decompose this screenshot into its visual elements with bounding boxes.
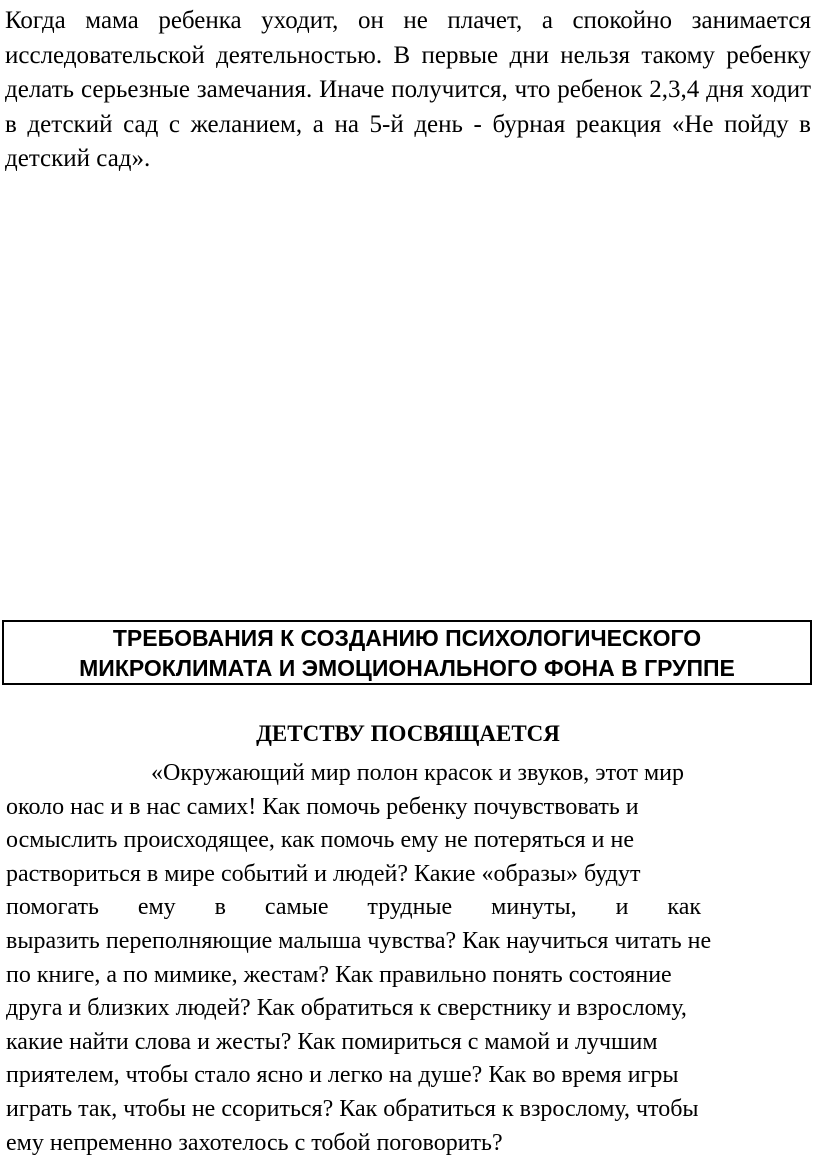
body-line: около нас и в нас самих! Как помочь ребенку почувствовать и (6, 793, 639, 820)
body-line: приятелем, чтобы стало ясно и легко на душе? Как во время игры (6, 1062, 679, 1089)
body-line: ему непременно захотелось с тобой поговорить? (6, 1129, 503, 1156)
section-title-box (2, 620, 812, 685)
body-line: играть так, чтобы не ссориться? Как обратиться к взрослому, чтобы (6, 1095, 699, 1122)
body-line: «Окружающий мир полон красок и звуков, этот мир (151, 760, 684, 786)
subheading: ДЕТСТВУ ПОСВЯЩАЕТСЯ (256, 721, 560, 746)
intro-paragraph: Когда мама ребенка уходит, он не плачет, а спокойно занимается исследовательской деятельностью. В первые дни нельзя такому ребенку делать серьезные замечания. Иначе получится, что ребенок 2,3,4 дня ходит в детский сад с желанием, а на 5-й день - бурная реакция «Не пойду в детский сад». (5, 7, 811, 172)
body-line: по книге, а по мимике, жестам? Как правильно понять состояние (6, 961, 672, 988)
body-paragraph (6, 757, 808, 1160)
section-title-line-2: МИКРОКЛИМАТА И ЭМОЦИОНАЛЬНОГО ФОНА В ГРУППЕ (79, 654, 735, 681)
section-title-line-1: ТРЕБОВАНИЯ К СОЗДАНИЮ ПСИХОЛОГИЧЕСКОГО (112, 624, 702, 651)
body-line: друга и близких людей? Как обратиться к сверстнику и взрослому, (6, 995, 687, 1022)
body-line: выразить переполняющие малыша чувства? Как научиться читать не (6, 927, 712, 954)
body-line: помогать ему в самые трудные минуты, и как (6, 894, 701, 921)
body-line: осмыслить происходящее, как помочь ему не потеряться и не (6, 827, 635, 854)
body-line: раствориться в мире событий и людей? Какие «образы» будут (6, 860, 641, 887)
body-line: какие найти слова и жесты? Как помириться с мамой и лучшим (6, 1028, 658, 1055)
